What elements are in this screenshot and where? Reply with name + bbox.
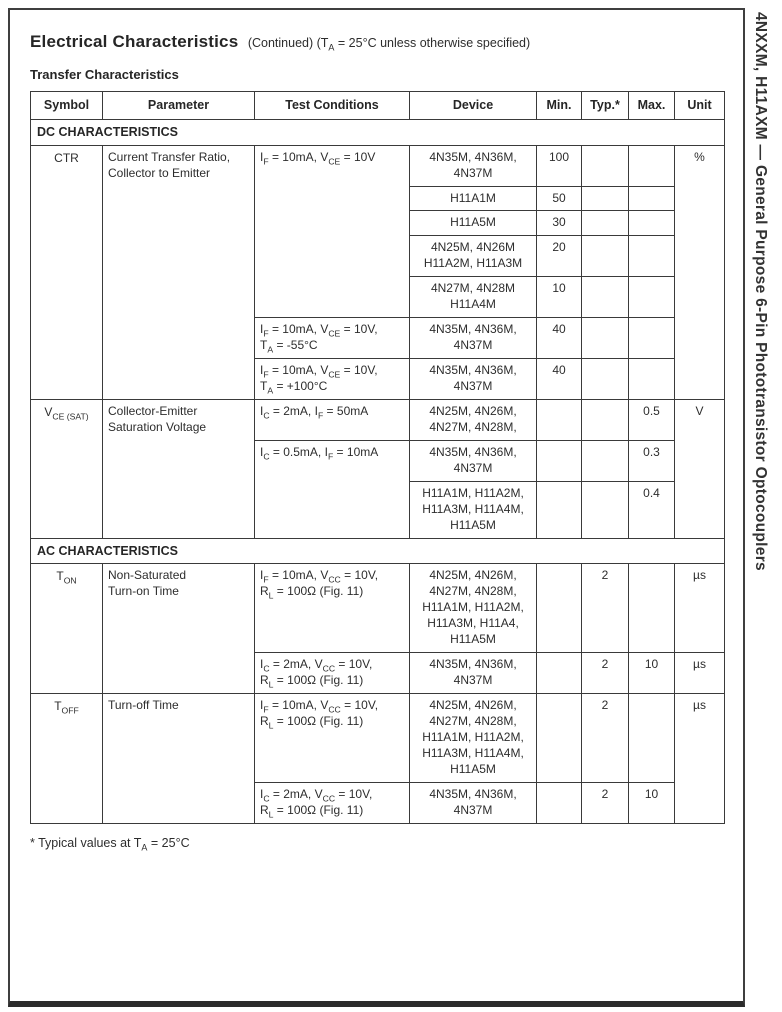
parameter-cell: Non-Saturated Turn-on Time xyxy=(103,564,255,694)
max-cell xyxy=(629,277,675,318)
col-header-device: Device xyxy=(410,92,537,120)
test-conditions-cell: $I_C = 0.5mA$, $I_F = 10mA$ xyxy=(255,440,410,538)
typ-cell: 2 xyxy=(582,653,629,694)
typ-cell: 2 xyxy=(582,564,629,653)
table-title: Transfer Characteristics xyxy=(30,67,179,82)
max-cell xyxy=(629,694,675,783)
max-cell xyxy=(629,211,675,236)
device-cell: 4N27M, 4N28M H11A4M xyxy=(410,277,537,318)
footnote: * Typical values at $T_A = 25^\circ C$ xyxy=(30,835,190,853)
symbol-cell: $V_{CE (SAT)}$ xyxy=(31,400,103,539)
min-cell xyxy=(537,653,582,694)
min-cell xyxy=(537,481,582,538)
device-cell: H11A1M, H11A2M, H11A3M, H11A4M, H11A5M xyxy=(410,481,537,538)
col-header-max: Max. xyxy=(629,92,675,120)
device-cell: 4N35M, 4N36M, 4N37M xyxy=(410,318,537,359)
table-row xyxy=(31,564,725,653)
table-header-row xyxy=(31,92,725,120)
device-cell: H11A5M xyxy=(410,211,537,236)
unit-cell: µs xyxy=(675,564,725,653)
min-cell xyxy=(537,400,582,441)
parameter-cell: Collector-Emitter Saturation Voltage xyxy=(103,400,255,539)
typ-cell xyxy=(582,277,629,318)
min-cell xyxy=(537,440,582,481)
test-conditions-cell: $I_F = 10mA$, $V_{CC} = 10V$, $R_L = 100\Omega$ (Fig. 11) xyxy=(255,694,410,783)
device-cell: 4N25M, 4N26M, 4N27M, 4N28M, xyxy=(410,400,537,441)
doc-title-row xyxy=(30,32,723,52)
typ-cell xyxy=(582,481,629,538)
parameter-cell: Turn-off Time xyxy=(103,694,255,824)
device-cell: H11A1M xyxy=(410,186,537,211)
max-cell xyxy=(629,564,675,653)
col-header-parameter: Parameter xyxy=(103,92,255,120)
device-cell: 4N35M, 4N36M, 4N37M xyxy=(410,440,537,481)
typ-cell: 2 xyxy=(582,694,629,783)
max-cell: 10 xyxy=(629,782,675,823)
page-title: Electrical Characteristics xyxy=(30,32,239,51)
test-conditions-cell: $I_C = 2mA$, $V_{CC} = 10V$, $R_L = 100\Omega$ (Fig. 11) xyxy=(255,782,410,823)
typ-cell xyxy=(582,211,629,236)
min-cell xyxy=(537,782,582,823)
min-cell: 20 xyxy=(537,236,582,277)
typ-cell xyxy=(582,186,629,211)
min-cell: 40 xyxy=(537,318,582,359)
typ-cell xyxy=(582,318,629,359)
col-header-test-conditions: Test Conditions xyxy=(255,92,410,120)
device-cell: 4N35M, 4N36M, 4N37M xyxy=(410,782,537,823)
min-cell: 10 xyxy=(537,277,582,318)
min-cell: 30 xyxy=(537,211,582,236)
table-row xyxy=(31,400,725,441)
test-conditions-cell: $I_F = 10mA$, $V_{CE} = 10V$, $T_A = -55^\circ C$ xyxy=(255,318,410,359)
device-cell: 4N35M, 4N36M, 4N37M xyxy=(410,653,537,694)
sidebar-title: 4NXXM, H11AXM — General Purpose 6-Pin Phototransistor Optocouplers xyxy=(752,12,769,571)
typ-cell xyxy=(582,400,629,441)
page-frame xyxy=(8,8,745,1007)
col-header-symbol: Symbol xyxy=(31,92,103,120)
unit-cell: % xyxy=(675,145,725,399)
device-cell: 4N25M, 4N26M H11A2M, H11A3M xyxy=(410,236,537,277)
symbol-cell: $T_{ON}$ xyxy=(31,564,103,694)
table-row xyxy=(31,694,725,783)
max-cell: 0.3 xyxy=(629,440,675,481)
section-label: DC CHARACTERISTICS xyxy=(31,120,725,146)
typ-cell xyxy=(582,145,629,186)
max-cell: 0.5 xyxy=(629,400,675,441)
typ-cell xyxy=(582,359,629,400)
page-title-note: (Continued) ($T_A = 25^\circ C$ unless otherwise specified) xyxy=(247,36,531,53)
min-cell xyxy=(537,694,582,783)
device-cell: 4N35M, 4N36M, 4N37M xyxy=(410,359,537,400)
max-cell xyxy=(629,145,675,186)
typ-cell: 2 xyxy=(582,782,629,823)
symbol-cell: CTR xyxy=(31,145,103,399)
section-header-row xyxy=(31,120,725,146)
device-cell: 4N25M, 4N26M, 4N27M, 4N28M, H11A1M, H11A2M, H11A3M, H11A4, H11A5M xyxy=(410,564,537,653)
unit-cell: µs xyxy=(675,694,725,824)
section-label: AC CHARACTERISTICS xyxy=(31,538,725,564)
typ-cell xyxy=(582,440,629,481)
device-cell: 4N35M, 4N36M, 4N37M xyxy=(410,145,537,186)
col-header-unit: Unit xyxy=(675,92,725,120)
col-header-typ: Typ.* xyxy=(582,92,629,120)
symbol-cell: $T_{OFF}$ xyxy=(31,694,103,824)
max-cell xyxy=(629,318,675,359)
max-cell: 10 xyxy=(629,653,675,694)
transfer-characteristics-table xyxy=(30,91,725,824)
section-header-row xyxy=(31,538,725,564)
unit-cell: V xyxy=(675,400,725,539)
device-cell: 4N25M, 4N26M, 4N27M, 4N28M, H11A1M, H11A2M, H11A3M, H11A4M, H11A5M xyxy=(410,694,537,783)
max-cell xyxy=(629,186,675,211)
min-cell: 100 xyxy=(537,145,582,186)
test-conditions-cell: $I_F = 10mA$, $V_{CC} = 10V$, $R_L = 100\Omega$ (Fig. 11) xyxy=(255,564,410,653)
unit-cell: µs xyxy=(675,653,725,694)
min-cell xyxy=(537,564,582,653)
col-header-min: Min. xyxy=(537,92,582,120)
max-cell xyxy=(629,236,675,277)
min-cell: 50 xyxy=(537,186,582,211)
min-cell: 40 xyxy=(537,359,582,400)
parameter-cell: Current Transfer Ratio, Collector to Emitter xyxy=(103,145,255,399)
test-conditions-cell: $I_C = 2mA$, $V_{CC} = 10V$, $R_L = 100\Omega$ (Fig. 11) xyxy=(255,653,410,694)
test-conditions-cell: $I_F = 10mA$, $V_{CE} = 10V$, $T_A = +100^\circ C$ xyxy=(255,359,410,400)
typ-cell xyxy=(582,236,629,277)
max-cell xyxy=(629,359,675,400)
test-conditions-cell: $I_C = 2mA$, $I_F = 50mA$ xyxy=(255,400,410,441)
table-body xyxy=(31,120,725,824)
table-row xyxy=(31,145,725,186)
max-cell: 0.4 xyxy=(629,481,675,538)
test-conditions-cell: $I_F = 10mA$, $V_{CE} = 10V$ xyxy=(255,145,410,318)
